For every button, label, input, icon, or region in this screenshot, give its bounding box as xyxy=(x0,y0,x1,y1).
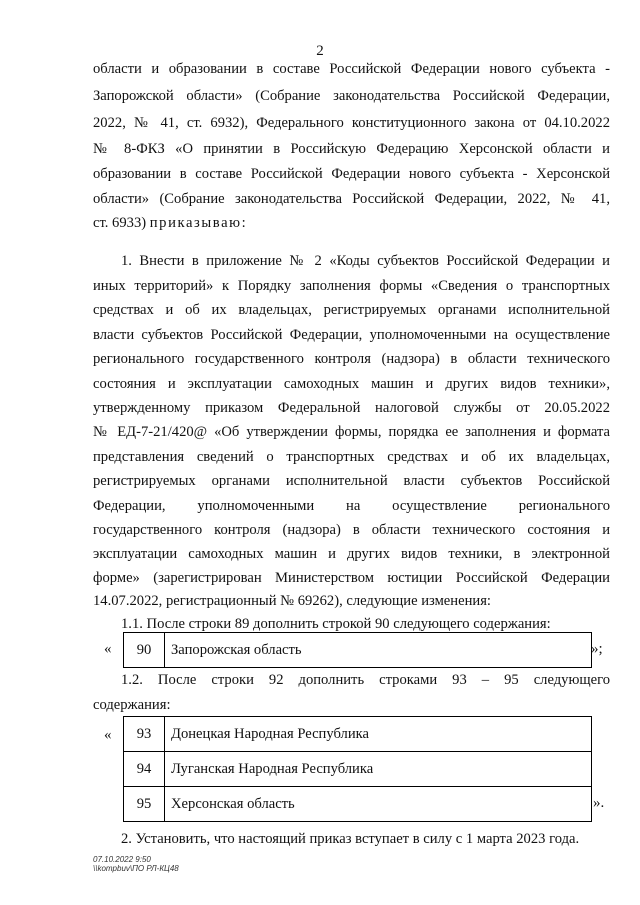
item-1-2: 1.2. После строки 92 дополнить строками 93 – 95 следующего xyxy=(121,672,610,688)
paragraph-1-line: форме» (зарегистрирован Министерством юстиции Российской Федерации xyxy=(93,570,610,586)
table-row xyxy=(124,633,592,668)
item-1-1: 1.1. После строки 89 дополнить строкой 90 следующего содержания: xyxy=(121,616,551,632)
text-line: Запорожской области» (Собрание законодательства Российской Федерации, xyxy=(93,88,610,104)
text-line: области и образовании в составе Российской Федерации нового субъекта - xyxy=(93,61,610,77)
order-word: приказываю: xyxy=(149,215,248,231)
footer-path: \\kompbuv\ПО РЛ-КЦ48 xyxy=(93,864,179,873)
paragraph-1-line: эксплуатации самоходных машин и других видов техники, в электронной xyxy=(93,546,610,562)
text-line: области» (Собрание законодательства Российской Федерации, 2022, № 41, xyxy=(93,191,610,207)
table-row xyxy=(124,787,592,822)
name-cell: Херсонская область xyxy=(165,787,592,822)
text-fragment: ст. 6933) xyxy=(93,215,147,231)
name-cell: Донецкая Народная Республика xyxy=(165,717,592,752)
page-number: 2 xyxy=(316,43,324,59)
table-row xyxy=(124,717,592,752)
open-quote: « xyxy=(104,727,112,743)
close-quote: ». xyxy=(593,795,605,811)
paragraph-1-line: 14.07.2022, регистрационный № 69262), следующие изменения: xyxy=(93,593,491,609)
codes-table-1 xyxy=(123,632,592,668)
code-cell: 93 xyxy=(124,717,165,752)
table-row xyxy=(124,752,592,787)
footer-timestamp: 07.10.2022 9:50 xyxy=(93,855,151,864)
close-quote: »; xyxy=(591,641,603,657)
text-line: № 8-ФКЗ «О принятии в Российскую Федерацию Херсонской области и xyxy=(93,141,610,157)
paragraph-1-line: состояния и эксплуатации самоходных машин и других видов техники», xyxy=(93,376,610,392)
paragraph-1-line: представления сведений о транспортных средствах и об их владельцах, xyxy=(93,449,610,465)
paragraph-1-line: иных территорий» к Порядку заполнения формы «Сведения о транспортных xyxy=(93,278,610,294)
name-cell: Луганская Народная Республика xyxy=(165,752,592,787)
paragraph-1-line: Федерации, уполномоченными на осуществление регионального xyxy=(93,498,610,514)
item-1-2-cont: содержания: xyxy=(93,697,171,713)
code-cell: 90 xyxy=(124,633,165,668)
paragraph-1-line: утвержденному приказом Федеральной налоговой службы от 20.05.2022 xyxy=(93,400,610,416)
paragraph-1-line: регистрируемых органами исполнительной власти субъектов Российской xyxy=(93,473,610,489)
code-cell: 94 xyxy=(124,752,165,787)
paragraph-1-line: № ЕД-7-21/420@ «Об утверждении формы, порядка ее заполнения и формата xyxy=(93,424,610,440)
paragraph-1-line: регионального государственного контроля (надзора) в области технического xyxy=(93,351,610,367)
text-line: образовании в составе Российской Федерации нового субъекта - Херсонской xyxy=(93,166,610,182)
name-cell: Запорожская область xyxy=(165,633,592,668)
item-2: 2. Установить, что настоящий приказ вступает в силу с 1 марта 2023 года. xyxy=(121,831,580,847)
open-quote: « xyxy=(104,641,112,657)
paragraph-1-line: власти субъектов Российской Федерации, уполномоченными на осуществление xyxy=(93,327,610,343)
codes-table-2 xyxy=(123,716,592,822)
paragraph-1-line: 1. Внести в приложение № 2 «Коды субъектов Российской Федерации и xyxy=(121,253,610,269)
code-cell: 95 xyxy=(124,787,165,822)
text-line: 2022, № 41, ст. 6932), Федерального конституционного закона от 04.10.2022 xyxy=(93,115,610,131)
paragraph-1-line: государственного контроля (надзора) в области технического состояния и xyxy=(93,522,610,538)
paragraph-1-line: средствах и об их владельцах, регистрируемых органами исполнительной xyxy=(93,302,610,318)
text-line xyxy=(93,215,610,232)
